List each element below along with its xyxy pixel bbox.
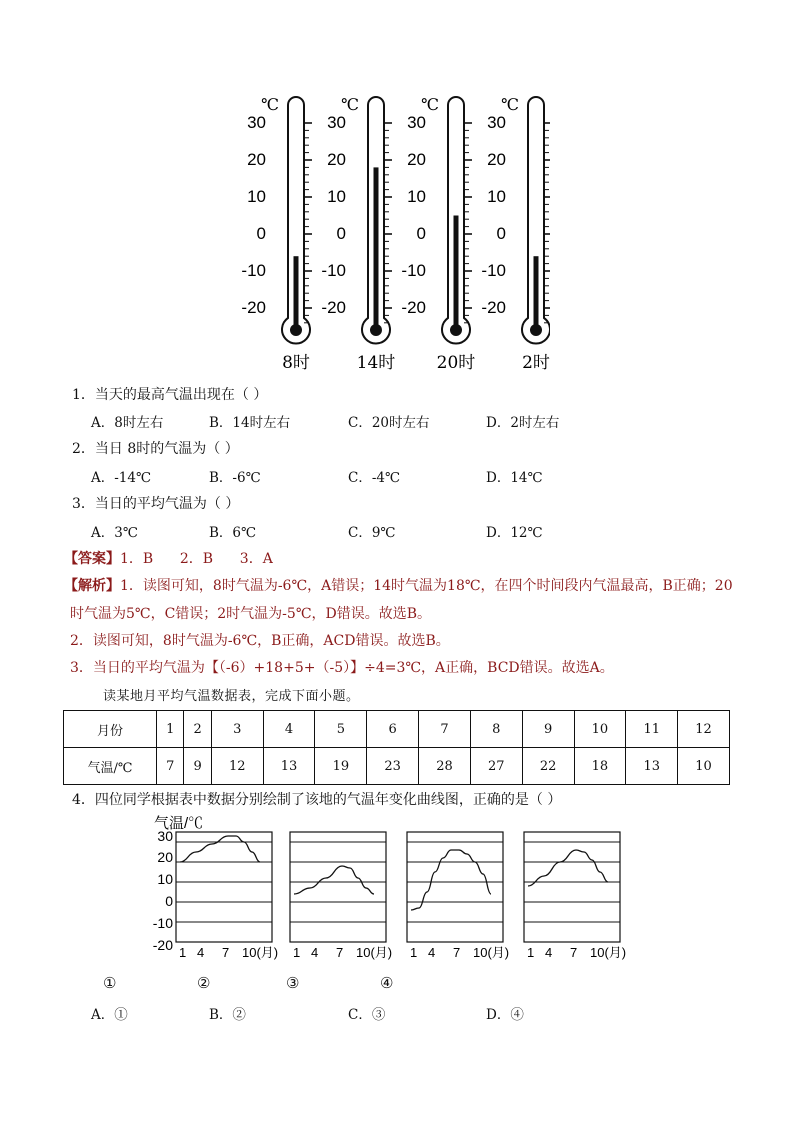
analysis-line-4: 3．当日的平均气温为【（-6）+18+5+（-5）】÷4=3℃，A正确，BCD错误。故选A。: [70, 660, 614, 676]
panel-label-4: ④: [380, 974, 394, 992]
table-cell: 4: [263, 711, 315, 748]
table-cell: 5: [315, 711, 367, 748]
mercury-column: [534, 256, 539, 330]
x-tick-label: 4: [428, 945, 436, 960]
mercury-bulb: [530, 324, 542, 336]
table-cell: 1: [157, 711, 184, 748]
y-tick-label: 20: [157, 849, 173, 865]
q1-option-d: D．2时左右: [486, 415, 560, 431]
scale-label: -20: [241, 298, 266, 317]
q4-option-a: A．①: [91, 1007, 128, 1023]
answer-label: 【答案】: [64, 551, 120, 567]
time-label: 14时: [356, 353, 396, 373]
thermometer-ticks: [384, 123, 392, 323]
x-tick-label: 1: [293, 945, 301, 960]
analysis-line-1: [64, 575, 733, 595]
y-tick-label: -10: [152, 915, 173, 931]
scale-label: 0: [416, 224, 426, 243]
table-cell: 6: [367, 711, 419, 748]
table-cell: 12: [211, 748, 263, 785]
x-tick-label: 10(月): [242, 945, 279, 960]
panel-gridlines: [290, 842, 386, 922]
scale-label: 20: [327, 150, 346, 169]
temperature-curve: [180, 836, 260, 862]
chart-panel-2: [290, 832, 392, 960]
table-cell: 27: [470, 748, 522, 785]
x-tick-label: 10(月): [356, 945, 393, 960]
thermometer-ticks: [464, 123, 472, 323]
mercury-bulb: [290, 324, 302, 336]
mercury-bulb: [450, 324, 462, 336]
y-tick-label: -20: [152, 937, 173, 953]
chart-panel-4: [524, 832, 626, 960]
panel-frame: [176, 832, 272, 942]
table-cell: 9: [184, 748, 211, 785]
chart-panel-3: [407, 832, 509, 960]
table-cell: 9: [522, 711, 574, 748]
row-header-months: 月份: [64, 711, 157, 748]
table-cell: 10: [678, 748, 730, 785]
panel-label-2: ②: [197, 974, 211, 992]
mercury-column: [374, 167, 379, 330]
x-tick-label: 4: [545, 945, 553, 960]
q2-option-a: A．-14℃: [91, 470, 152, 486]
y-tick-label: 30: [157, 828, 173, 844]
table-cell: 8: [470, 711, 522, 748]
thermometer-ticks: [304, 123, 312, 323]
unit-label: ℃: [501, 95, 519, 114]
scale-label: -20: [481, 298, 506, 317]
scale-label: 0: [256, 224, 266, 243]
unit-label: ℃: [341, 95, 359, 114]
scale-label: 10: [487, 187, 506, 206]
table-cell: 23: [367, 748, 419, 785]
x-tick-label: 1: [179, 945, 187, 960]
scale-label: -10: [241, 261, 266, 280]
monthly-temperature-table: [63, 710, 730, 785]
scale-label: 0: [496, 224, 506, 243]
q2-option-b: B．-6℃: [209, 470, 261, 486]
table-row-months: [64, 711, 730, 748]
q1-option-c: C．20时左右: [348, 415, 430, 431]
thermometer-2: [321, 95, 395, 373]
panel-label-3: ③: [286, 974, 300, 992]
table-cell: 13: [626, 748, 678, 785]
mercury-column: [454, 216, 459, 331]
temperature-curve: [528, 850, 608, 886]
thermometer-1: [241, 95, 312, 373]
scale-label: 10: [247, 187, 266, 206]
analysis-label: 【解析】: [64, 578, 120, 594]
x-tick-label: 7: [336, 945, 344, 960]
table-cell: 12: [678, 711, 730, 748]
q2-option-d: D．14℃: [486, 470, 543, 486]
answer-text: 1．B 2．B 3．A: [120, 551, 273, 567]
y-axis-title: 气温/℃: [154, 815, 204, 832]
x-tick-label: 1: [527, 945, 535, 960]
panel-frame: [407, 832, 503, 942]
scale-label: 10: [407, 187, 426, 206]
scale-label: -10: [401, 261, 426, 280]
x-tick-label: 7: [222, 945, 230, 960]
unit-label: ℃: [261, 95, 279, 114]
unit-label: ℃: [421, 95, 439, 114]
q3-option-d: D．12℃: [486, 525, 543, 541]
table-cell: 2: [184, 711, 211, 748]
mercury-column: [294, 256, 299, 330]
q4-option-c: C．③: [348, 1007, 386, 1023]
thermometer-3: [401, 95, 475, 373]
x-tick-label: 10(月): [473, 945, 510, 960]
table-cell: 22: [522, 748, 574, 785]
q2-option-c: C．-4℃: [348, 470, 401, 486]
analysis-line-2: 时气温为5℃，C错误；2时气温为-5℃，D错误。故选B。: [70, 606, 431, 622]
scale-label: -10: [321, 261, 346, 280]
thermometer-4: [481, 95, 550, 373]
curve-charts-figure: [140, 812, 640, 972]
scale-label: 30: [327, 113, 346, 132]
scale-label: 20: [487, 150, 506, 169]
scale-label: -20: [321, 298, 346, 317]
panel-frame: [524, 832, 620, 942]
panel-label-1: ①: [103, 974, 117, 992]
scale-label: 30: [487, 113, 506, 132]
scale-label: 30: [407, 113, 426, 132]
x-tick-label: 10(月): [590, 945, 627, 960]
q3-option-a: A．3℃: [91, 525, 138, 541]
panel-gridlines: [407, 842, 503, 922]
x-tick-label: 1: [410, 945, 418, 960]
temperature-curve: [294, 866, 374, 894]
q1-option-a: A．8时左右: [91, 415, 164, 431]
x-tick-label: 4: [311, 945, 319, 960]
question-4-stem: 4．四位同学根据表中数据分别绘制了该地的气温年变化曲线图，正确的是（ ）: [72, 792, 562, 808]
panel-frame: [290, 832, 386, 942]
time-label: 2时: [522, 353, 550, 373]
panel-gridlines: [524, 842, 620, 922]
table-cell: 28: [419, 748, 471, 785]
temperature-curve: [411, 850, 491, 910]
table-cell: 7: [157, 748, 184, 785]
question-3-stem: 3．当日的平均气温为（ ）: [72, 496, 240, 512]
q3-option-b: B．6℃: [209, 525, 257, 541]
scale-label: 20: [407, 150, 426, 169]
table-cell: 11: [626, 711, 678, 748]
q4-option-b: B．②: [209, 1007, 246, 1023]
analysis-line-3: 2．读图可知，8时气温为-6℃，B正确，ACD错误。故选B。: [70, 633, 450, 649]
table-cell: 18: [574, 748, 626, 785]
table-cell: 19: [315, 748, 367, 785]
y-tick-label: 10: [157, 871, 173, 887]
question-2-stem: 2．当日 8时的气温为（ ）: [72, 441, 239, 457]
y-tick-label: 0: [165, 893, 173, 909]
intro-text: 读某地月平均气温数据表，完成下面小题。: [103, 689, 360, 704]
row-header-temps: 气温/℃: [64, 748, 157, 785]
table-row-temps: [64, 748, 730, 785]
mercury-bulb: [370, 324, 382, 336]
question-1-stem: 1．当天的最高气温出现在（ ）: [72, 387, 268, 403]
scale-label: 0: [336, 224, 346, 243]
thermometer-figure: [230, 90, 550, 380]
x-tick-label: 7: [570, 945, 578, 960]
scale-label: 20: [247, 150, 266, 169]
q4-option-d: D．④: [486, 1007, 524, 1023]
chart-panel-1: [176, 832, 278, 960]
q1-option-b: B．14时左右: [209, 415, 291, 431]
answer-line: [64, 548, 273, 568]
table-cell: 7: [419, 711, 471, 748]
table-cell: 13: [263, 748, 315, 785]
scale-label: 30: [247, 113, 266, 132]
table-cell: 3: [211, 711, 263, 748]
q3-option-c: C．9℃: [348, 525, 396, 541]
x-tick-label: 7: [453, 945, 461, 960]
table-cell: 10: [574, 711, 626, 748]
scale-label: -20: [401, 298, 426, 317]
time-label: 8时: [282, 353, 310, 373]
time-label: 20时: [436, 353, 476, 373]
analysis-text-1: 1．读图可知，8时气温为-6℃，A错误；14时气温为18℃，在四个时间段内气温最高，B正确；20: [120, 578, 733, 594]
scale-label: 10: [327, 187, 346, 206]
scale-label: -10: [481, 261, 506, 280]
x-tick-label: 4: [197, 945, 205, 960]
